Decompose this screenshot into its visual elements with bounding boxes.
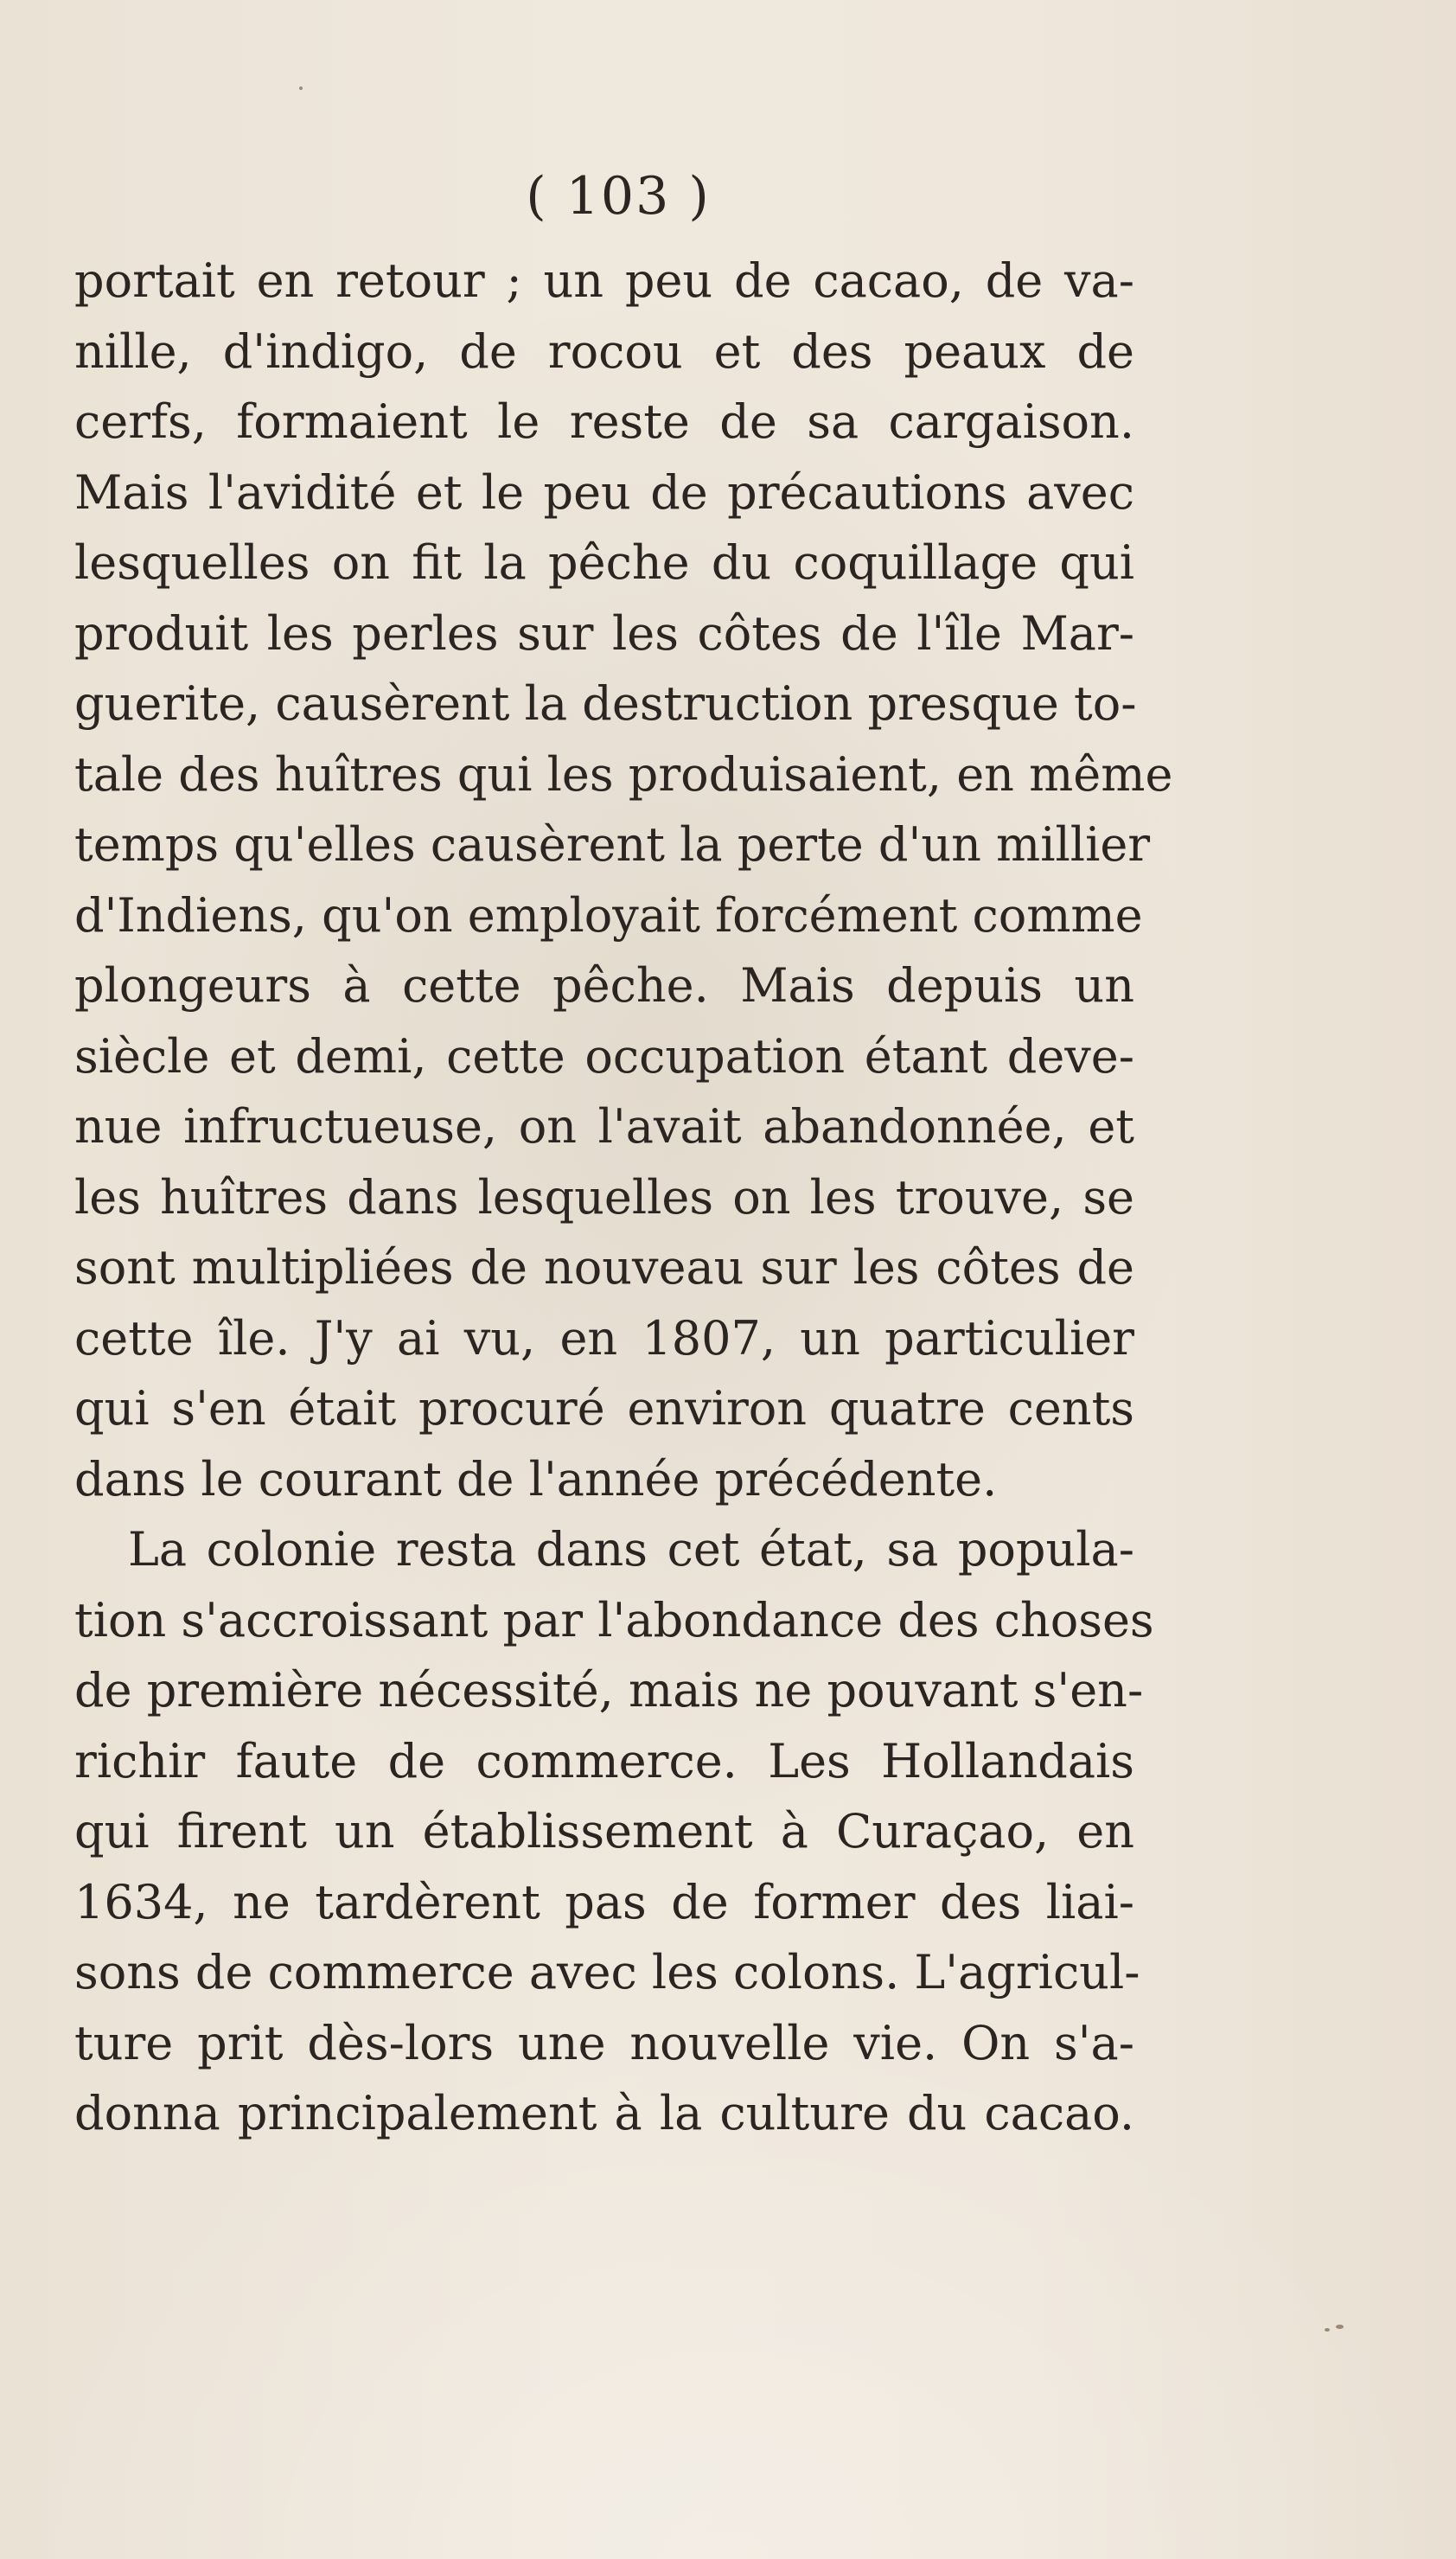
text-line: sont multipliées de nouveau sur les côtes de (74, 1240, 1134, 1295)
text-line: donna principalement à la culture du cacao. (74, 2086, 1134, 2140)
text-line: produit les perles sur les côtes de l'île Mar- (74, 605, 1134, 661)
text-line: temps qu'elles causèrent la perte d'un millier (74, 817, 1151, 872)
text-line: cette île. J'y ai vu, en 1807, un particulier (74, 1310, 1134, 1366)
paper-spot (299, 86, 303, 90)
text-line: plongeurs à cette pêche. Mais depuis un (74, 958, 1134, 1013)
text-line: nille, d'indigo, de rocou et des peaux de (74, 323, 1134, 379)
paragraph (74, 246, 1173, 1514)
text-line: dans le courant de l'année précédente. (74, 1451, 998, 1507)
paper-spot (1325, 2328, 1330, 2332)
paper-spot (1336, 2325, 1344, 2329)
text-line: siècle et demi, cette occupation étant deve- (74, 1028, 1134, 1084)
text-line: 1634, ne tardèrent pas de former des liai- (74, 1874, 1134, 1929)
text-line: qui firent un établissement à Curaçao, en (74, 1804, 1134, 1858)
text-line: tion s'accroissant par l'abondance des choses (74, 1592, 1154, 1647)
text-line: ture prit dès-lors une nouvelle vie. On s'a- (74, 2015, 1134, 2070)
text-line: lesquelles on fit la pêche du coquillage qui (74, 535, 1134, 590)
text-line: La colonie resta dans cet état, sa popula- (128, 1522, 1134, 1577)
body-text (74, 246, 1173, 2149)
text-line: nue infructueuse, on l'avait abandonnée, et (74, 1099, 1134, 1154)
text-line: d'Indiens, qu'on employait forcément comme (74, 887, 1143, 943)
text-line: qui s'en était procuré environ quatre cents (74, 1381, 1134, 1436)
text-line: de première nécessité, mais ne pouvant s'en- (74, 1663, 1144, 1718)
text-line: Mais l'avidité et le peu de précautions avec (74, 464, 1134, 520)
text-line: guerite, causèrent la destruction presque to- (74, 676, 1137, 731)
page-number: ( 103 ) (526, 166, 711, 227)
text-line: richir faute de commerce. Les Hollandais (74, 1733, 1134, 1788)
text-line: les huîtres dans lesquelles on les trouve, se (74, 1169, 1134, 1225)
paragraph (74, 1514, 1154, 2149)
text-line: tale des huîtres qui les produisaient, en même (74, 746, 1173, 802)
text-line: cerfs, formaient le reste de sa cargaison. (74, 394, 1134, 449)
text-line: sons de commerce avec les colons. L'agricul- (74, 1945, 1140, 1999)
text-line: portait en retour ; un peu de cacao, de va- (74, 253, 1134, 308)
